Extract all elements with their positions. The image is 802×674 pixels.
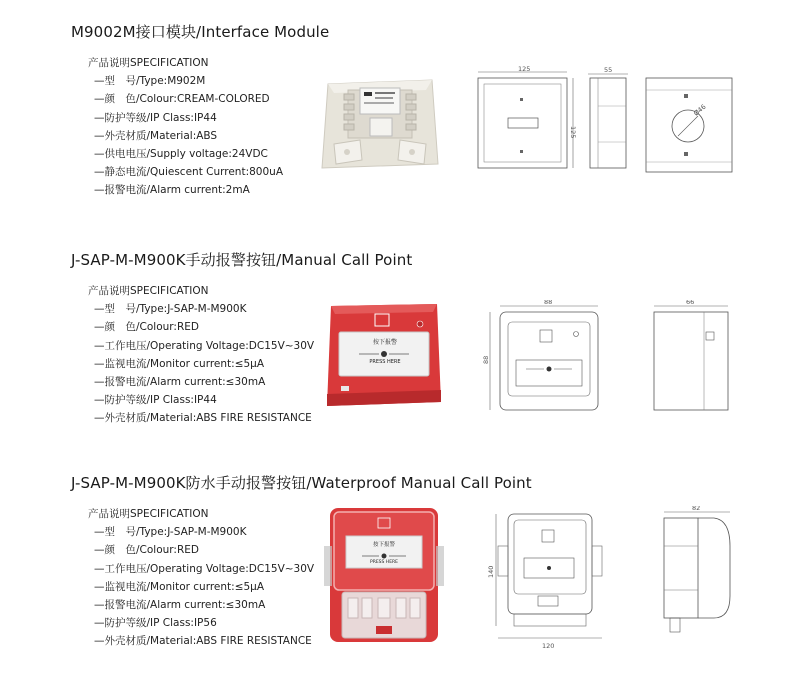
spec-item: —监视电流/Monitor current:≤5μA xyxy=(94,580,265,593)
dim-front-width: 120 xyxy=(542,642,555,650)
waterproof-call-point-photo xyxy=(322,506,446,646)
dim-side-width: 66 xyxy=(686,300,695,306)
device-label-cn: 按下报警 xyxy=(372,542,395,548)
dim-front-height: 88 xyxy=(482,355,490,364)
spec-item: —颜 色/Colour:CREAM-COLORED xyxy=(94,93,270,106)
dim-side-width: 82 xyxy=(692,506,701,512)
waterproof-call-point-front-drawing xyxy=(478,506,618,656)
waterproof-call-point-side-drawing xyxy=(654,506,744,646)
spec-item: —工作电压/Operating Voltage:DC15V~30V xyxy=(94,562,315,575)
dim-front-width: 88 xyxy=(544,300,553,306)
spec-item: —颜 色/Colour:RED xyxy=(94,321,199,334)
device-label-cn: 按下报警 xyxy=(372,339,397,346)
dim-front-height: 140 xyxy=(487,565,495,578)
spec-item: —静态电流/Quiescent Current:800uA xyxy=(94,166,283,179)
spec-item: —型 号/Type:J-SAP-M-M900K xyxy=(94,526,247,539)
dim-back-diameter: Ø46 xyxy=(692,102,708,118)
spec-item: —报警电流/Alarm current:≤30mA xyxy=(94,599,266,612)
spec-item: —型 号/Type:J-SAP-M-M900K xyxy=(94,303,247,316)
spec-item: —监视电流/Monitor current:≤5μA xyxy=(94,357,265,370)
dim-side-width: 55 xyxy=(604,66,613,74)
dim-front-width: 125 xyxy=(518,66,531,73)
spec-item: —外壳材质/Material:ABS xyxy=(94,129,218,142)
section-title: J-SAP-M-M900K防水手动报警按钮/Waterproof Manual Call Point xyxy=(71,474,532,492)
spec-item: —报警电流/Alarm current:≤30mA xyxy=(94,376,266,389)
section-title: M9002M接口模块/Interface Module xyxy=(71,23,330,41)
spec-item: —颜 色/Colour:RED xyxy=(94,544,199,557)
spec-item: —防护等级/IP Class:IP56 xyxy=(94,617,217,630)
spec-heading: 产品说明SPECIFICATION xyxy=(88,285,209,297)
spec-heading: 产品说明SPECIFICATION xyxy=(88,57,209,69)
spec-item: —外壳材质/Material:ABS FIRE RESISTANCE xyxy=(94,635,312,648)
spec-item: —工作电压/Operating Voltage:DC15V~30V xyxy=(94,339,315,352)
spec-item: —外壳材质/Material:ABS FIRE RESISTANCE xyxy=(94,412,312,425)
dim-front-height: 125 xyxy=(569,126,577,139)
spec-item: —型 号/Type:M902M xyxy=(94,75,206,88)
spec-item: —供电电压/Supply voltage:24VDC xyxy=(94,148,268,161)
device-label-en: PRESS HERE xyxy=(369,359,401,365)
device-label-en: PRESS HERE xyxy=(369,560,399,565)
section-title: J-SAP-M-M900K手动报警按钮/Manual Call Point xyxy=(71,251,413,269)
spec-item: —防护等级/IP Class:IP44 xyxy=(94,111,217,124)
spec-item: —报警电流/Alarm current:2mA xyxy=(94,184,250,197)
spec-heading: 产品说明SPECIFICATION xyxy=(88,508,209,520)
spec-item: —防护等级/IP Class:IP44 xyxy=(94,394,217,407)
spec-list xyxy=(88,505,314,651)
